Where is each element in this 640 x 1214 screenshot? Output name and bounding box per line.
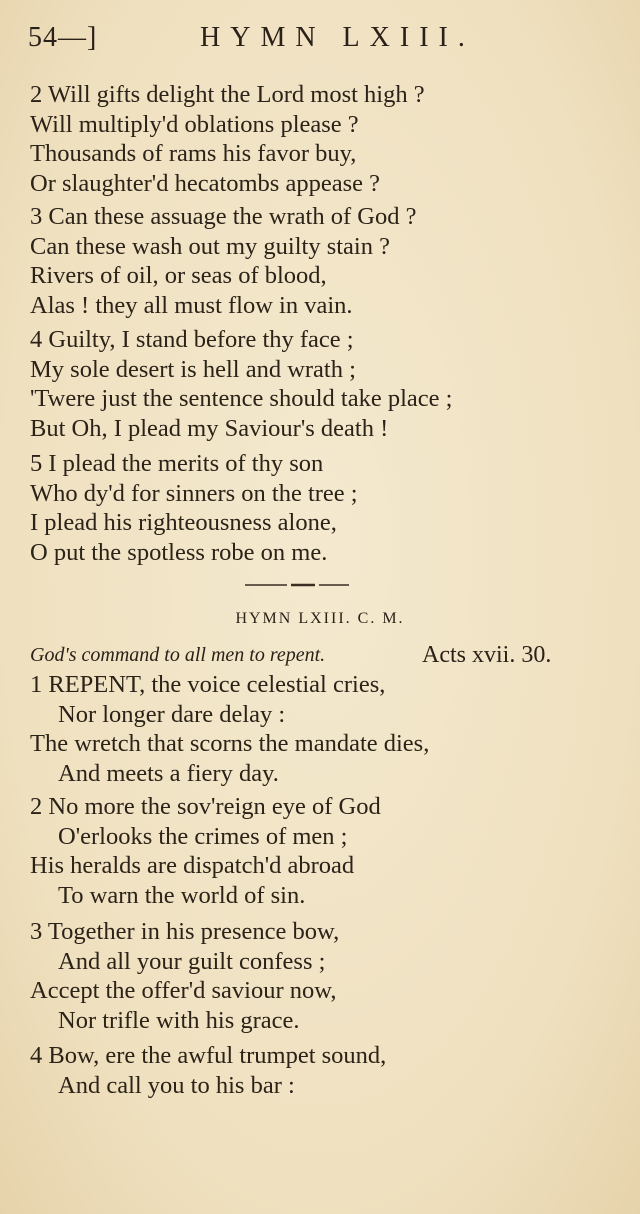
verse-line: 5 I plead the merits of thy son — [30, 450, 324, 477]
verse-line: 3 Can these assuage the wrath of God ? — [30, 203, 417, 230]
stanza-prev-2 — [30, 80, 610, 198]
verse-line: 2 Will gifts delight the Lord most high ? — [30, 81, 425, 108]
section-divider — [245, 582, 349, 588]
running-head-title: HYMN LXIII. — [200, 22, 475, 53]
stanza-3 — [30, 917, 610, 1035]
verse-line: 4 Bow, ere the awful trumpet sound, — [30, 1042, 387, 1069]
verse-line: But Oh, I plead my Saviour's death ! — [30, 414, 389, 442]
verse-line: Alas ! they all must flow in vain. — [30, 291, 353, 319]
verse-line: O'erlooks the crimes of men ; — [58, 822, 348, 850]
verse-line: Accept the offer'd saviour now, — [30, 977, 337, 1004]
verse-line: Can these wash out my guilty stain ? — [30, 232, 390, 260]
verse-line: 2 No more the sov'reign eye of God — [30, 793, 381, 820]
stanza-prev-5 — [30, 449, 610, 567]
verse-line: And all your guilt confess ; — [58, 947, 326, 975]
verse-line: 3 Together in his presence bow, — [30, 918, 340, 945]
verse-line: 'Twere just the sentence should take place ; — [30, 385, 453, 412]
verse-line: The wretch that scorns the mandate dies, — [30, 730, 430, 757]
verse-line: And call you to his bar : — [58, 1071, 295, 1099]
stanza-4 — [30, 1041, 610, 1100]
hymn-title: HYMN LXIII. C. M. — [235, 610, 405, 627]
hymn-subtitle: God's command to all men to repent. — [30, 644, 326, 666]
verse-line: Thousands of rams his favor buy, — [30, 140, 357, 167]
verse-line: His heralds are dispatch'd abroad — [30, 852, 355, 879]
verse-line: Nor longer dare delay : — [58, 700, 286, 728]
verse-line: Rivers of oil, or seas of blood, — [30, 262, 327, 289]
verse-line: Will multiply'd oblations please ? — [30, 110, 359, 138]
scripture-reference: Acts xvii. 30. — [422, 642, 552, 668]
running-head — [28, 22, 618, 58]
stanza-2 — [30, 792, 610, 910]
verse-line: My sole desert is hell and wrath ; — [30, 355, 356, 383]
stanza-prev-4 — [30, 325, 610, 443]
stanza-prev-3 — [30, 202, 610, 320]
verse-line: 1 REPENT, the voice celestial cries, — [30, 671, 386, 698]
verse-line: And meets a fiery day. — [58, 759, 279, 787]
verse-line: 4 Guilty, I stand before thy face ; — [30, 326, 354, 353]
verse-line: O put the spotless robe on me. — [30, 538, 328, 566]
verse-line: Or slaughter'd hecatombs appease ? — [30, 169, 380, 197]
hymn-subtitle-row — [30, 642, 630, 672]
verse-line: Nor trifle with his grace. — [58, 1006, 300, 1034]
stanza-1 — [30, 670, 610, 788]
verse-line: I plead his righteousness alone, — [30, 509, 337, 536]
verse-line: Who dy'd for sinners on the tree ; — [30, 479, 358, 507]
page-number: 54—] — [28, 22, 98, 53]
verse-line: To warn the world of sin. — [58, 881, 306, 909]
